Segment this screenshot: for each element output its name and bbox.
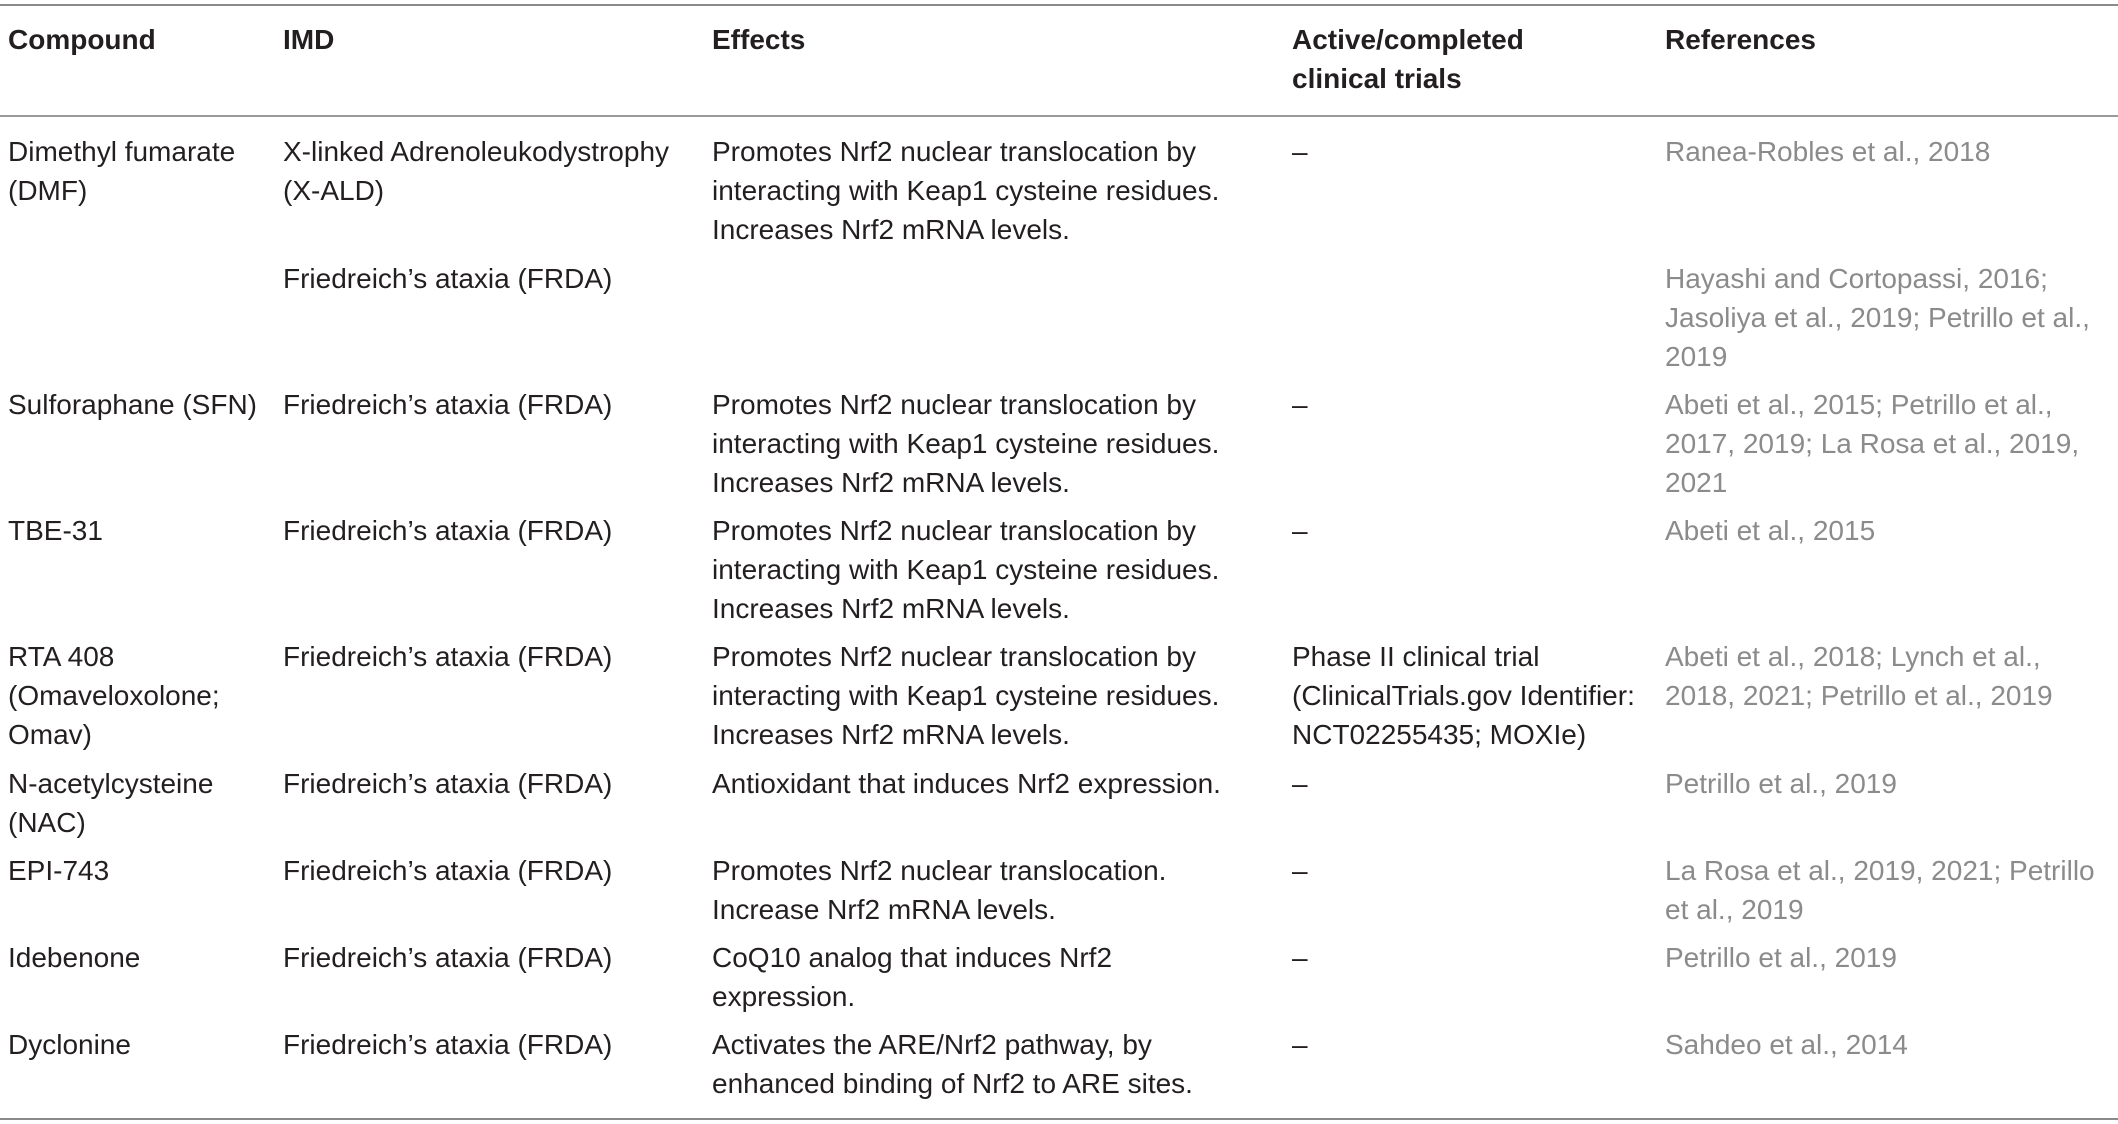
imd-cell: Friedreich’s ataxia (FRDA)	[283, 263, 613, 294]
compound-cell: Dimethyl fumarate (DMF)	[8, 136, 236, 206]
references-cell: Petrillo et al., 2019	[1665, 942, 1897, 973]
effects-cell: Promotes Nrf2 nuclear translocation by interacting with Keap1 cysteine residues. Increases Nrf2 mRNA levels.	[712, 389, 1220, 498]
effects-cell: Promotes Nrf2 nuclear translocation by interacting with Keap1 cysteine residues. Increases Nrf2 mRNA levels.	[712, 136, 1220, 245]
imd-cell: Friedreich’s ataxia (FRDA)	[283, 641, 613, 672]
references-cell: Sahdeo et al., 2014	[1665, 1029, 1908, 1060]
trials-cell: –	[1292, 942, 1308, 973]
references-cell: Abeti et al., 2018; Lynch et al., 2018, 2021; Petrillo et al., 2019	[1665, 641, 2053, 711]
trials-cell: –	[1292, 768, 1308, 799]
trials-cell: –	[1292, 1029, 1308, 1060]
trials-cell: Phase II clinical trial (ClinicalTrials.gov Identifier: NCT02255435; MOXIe)	[1292, 641, 1635, 750]
trials-cell: –	[1292, 389, 1308, 420]
effects-cell: Promotes Nrf2 nuclear translocation. Increase Nrf2 mRNA levels.	[712, 855, 1167, 925]
imd-cell: Friedreich’s ataxia (FRDA)	[283, 1029, 613, 1060]
effects-cell: Promotes Nrf2 nuclear translocation by interacting with Keap1 cysteine residues. Increases Nrf2 mRNA levels.	[712, 515, 1220, 624]
effects-cell: Activates the ARE/Nrf2 pathway, by enhanced binding of Nrf2 to ARE sites.	[712, 1029, 1193, 1099]
trials-cell: –	[1292, 855, 1308, 886]
compound-cell: TBE-31	[8, 515, 103, 546]
trials-cell: –	[1292, 515, 1308, 546]
imd-cell: Friedreich’s ataxia (FRDA)	[283, 389, 613, 420]
compound-cell: Dyclonine	[8, 1029, 131, 1060]
header-imd: IMD	[283, 24, 335, 55]
references-cell: Abeti et al., 2015; Petrillo et al., 2017, 2019; La Rosa et al., 2019, 2021	[1665, 389, 2080, 498]
imd-cell: Friedreich’s ataxia (FRDA)	[283, 942, 613, 973]
trials-cell: –	[1292, 136, 1308, 167]
references-cell: Hayashi and Cortopassi, 2016; Jasoliya et al., 2019; Petrillo et al., 2019	[1665, 263, 2090, 372]
header-effects: Effects	[712, 24, 806, 55]
table-top-rule	[0, 4, 2118, 6]
compound-cell: Idebenone	[8, 942, 141, 973]
header-compound: Compound	[8, 24, 156, 55]
references-cell: Ranea-Robles et al., 2018	[1665, 136, 1991, 167]
compound-cell: Sulforaphane (SFN)	[8, 389, 258, 420]
header-clinical-trials: Active/completed clinical trials	[1292, 24, 1524, 94]
effects-cell: CoQ10 analog that induces Nrf2 expression.	[712, 942, 1113, 1012]
references-cell: La Rosa et al., 2019, 2021; Petrillo et al., 2019	[1665, 855, 2095, 925]
effects-cell: Promotes Nrf2 nuclear translocation by interacting with Keap1 cysteine residues. Increases Nrf2 mRNA levels.	[712, 641, 1220, 750]
compound-cell: RTA 408 (Omaveloxolone; Omav)	[8, 641, 220, 750]
imd-cell: Friedreich’s ataxia (FRDA)	[283, 855, 613, 886]
references-cell: Petrillo et al., 2019	[1665, 768, 1897, 799]
imd-cell: X-linked Adrenoleukodystrophy (X-ALD)	[283, 136, 670, 206]
compound-cell: EPI-743	[8, 855, 110, 886]
imd-cell: Friedreich’s ataxia (FRDA)	[283, 768, 613, 799]
compound-cell: N-acetylcysteine (NAC)	[8, 768, 214, 838]
effects-cell: Antioxidant that induces Nrf2 expression.	[712, 768, 1221, 799]
references-cell: Abeti et al., 2015	[1665, 515, 1876, 546]
table-bottom-rule	[0, 1118, 2118, 1120]
header-references: References	[1665, 24, 1816, 55]
header-rule	[0, 115, 2118, 117]
imd-cell: Friedreich’s ataxia (FRDA)	[283, 515, 613, 546]
